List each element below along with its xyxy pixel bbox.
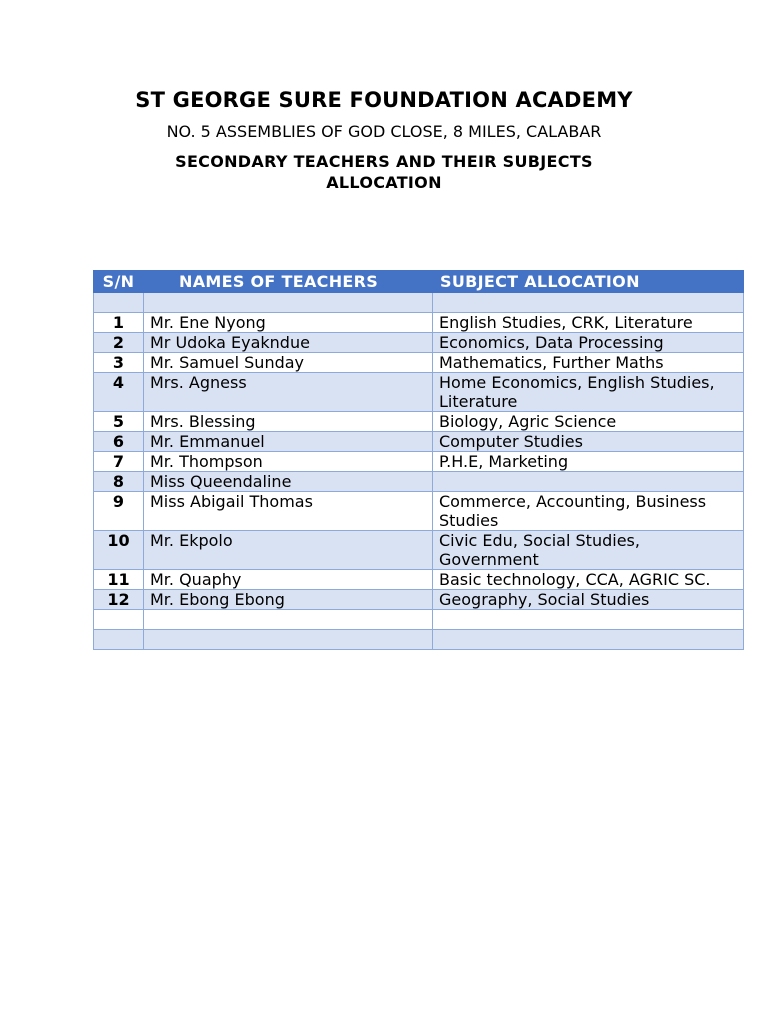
table-header-row: [94, 271, 744, 293]
row-teacher-name: Mr. Ene Nyong: [144, 313, 433, 333]
row-sn: 10: [94, 531, 144, 570]
row-sn: 11: [94, 570, 144, 590]
table-row: [94, 432, 744, 452]
row-subjects: Biology, Agric Science: [433, 412, 744, 432]
row-sn: [94, 610, 144, 630]
table-row: [94, 412, 744, 432]
row-teacher-name: [144, 630, 433, 650]
row-subjects: [433, 630, 744, 650]
row-sn: 4: [94, 373, 144, 412]
school-address: NO. 5 ASSEMBLIES OF GOD CLOSE, 8 MILES, CALABAR: [166, 122, 602, 141]
row-subjects: Economics, Data Processing: [433, 333, 744, 353]
row-sn: 9: [94, 492, 144, 531]
row-subjects: Commerce, Accounting, Business Studies: [433, 492, 744, 531]
row-teacher-name: Mr. Emmanuel: [144, 432, 433, 452]
table-row: [94, 610, 744, 630]
table-row: [94, 472, 744, 492]
row-subjects: Basic technology, CCA, AGRIC SC.: [433, 570, 744, 590]
school-name: ST GEORGE SURE FOUNDATION ACADEMY: [135, 88, 633, 112]
row-teacher-name: Mrs. Agness: [144, 373, 433, 412]
row-sn: 2: [94, 333, 144, 353]
table-row: [94, 452, 744, 472]
document-title: SECONDARY TEACHERS AND THEIR SUBJECTS ALLOCATION: [175, 152, 593, 192]
row-sn: 12: [94, 590, 144, 610]
row-subjects: Home Economics, English Studies, Literature: [433, 373, 744, 412]
row-teacher-name: Mr Udoka Eyakndue: [144, 333, 433, 353]
row-sn: 5: [94, 412, 144, 432]
row-subjects: Civic Edu, Social Studies, Government: [433, 531, 744, 570]
row-teacher-name: Mr. Thompson: [144, 452, 433, 472]
table-row: [94, 353, 744, 373]
teachers-table: [93, 270, 744, 650]
row-subjects: [433, 293, 744, 313]
row-subjects: [433, 610, 744, 630]
row-sn: [94, 293, 144, 313]
table-row: [94, 531, 744, 570]
row-subjects: English Studies, CRK, Literature: [433, 313, 744, 333]
column-header-sn: S/N: [94, 271, 144, 293]
row-sn: 1: [94, 313, 144, 333]
column-header-subjects: SUBJECT ALLOCATION: [433, 271, 744, 293]
document-header: [0, 86, 768, 193]
column-header-names: NAMES OF TEACHERS: [144, 271, 433, 293]
row-teacher-name: Mr. Ebong Ebong: [144, 590, 433, 610]
row-subjects: [433, 472, 744, 492]
row-subjects: Mathematics, Further Maths: [433, 353, 744, 373]
row-teacher-name: Miss Abigail Thomas: [144, 492, 433, 531]
row-teacher-name: Mr. Quaphy: [144, 570, 433, 590]
row-sn: 6: [94, 432, 144, 452]
table-row: [94, 492, 744, 531]
row-teacher-name: [144, 610, 433, 630]
row-subjects: Computer Studies: [433, 432, 744, 452]
row-teacher-name: [144, 293, 433, 313]
row-sn: 7: [94, 452, 144, 472]
row-teacher-name: Miss Queendaline: [144, 472, 433, 492]
row-subjects: P.H.E, Marketing: [433, 452, 744, 472]
row-teacher-name: Mr. Samuel Sunday: [144, 353, 433, 373]
row-sn: 3: [94, 353, 144, 373]
row-subjects: Geography, Social Studies: [433, 590, 744, 610]
table-row: [94, 333, 744, 353]
table-row: [94, 570, 744, 590]
table-row: [94, 630, 744, 650]
row-sn: [94, 630, 144, 650]
table-row: [94, 293, 744, 313]
table-row: [94, 590, 744, 610]
row-sn: 8: [94, 472, 144, 492]
table-row: [94, 373, 744, 412]
row-teacher-name: Mr. Ekpolo: [144, 531, 433, 570]
row-teacher-name: Mrs. Blessing: [144, 412, 433, 432]
table-row: [94, 313, 744, 333]
